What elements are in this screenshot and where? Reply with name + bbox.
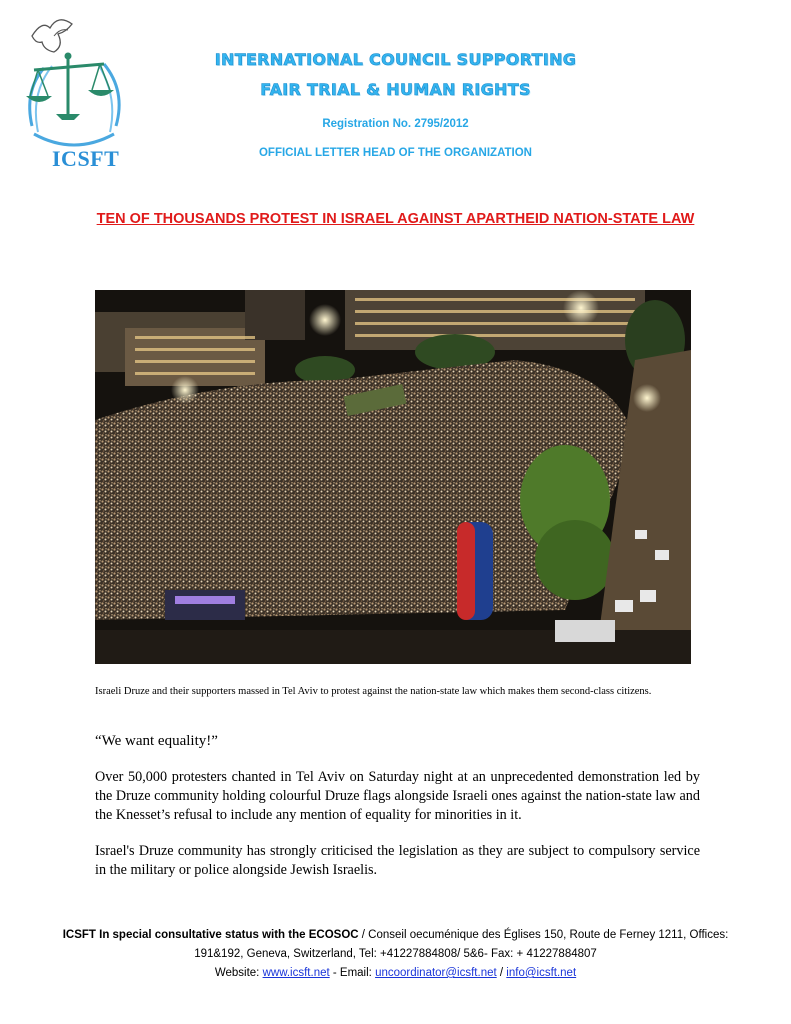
- registration-number: Registration No. 2795/2012: [322, 118, 469, 130]
- org-name-line2: FAIR TRIAL & HUMAN RIGHTS: [260, 80, 531, 99]
- article-headline: TEN OF THOUSANDS PROTEST IN ISRAEL AGAINST APARTHEID NATION-STATE LAW: [96, 211, 695, 227]
- website-label: Website:: [214, 967, 263, 979]
- letterhead-footer: [60, 926, 731, 983]
- logo-text: ICSFT: [52, 146, 120, 171]
- email-link-coordinator[interactable]: uncoordinator@icsft.net: [375, 967, 497, 979]
- email-separator: /: [496, 967, 507, 979]
- website-link[interactable]: www.icsft.net: [262, 967, 330, 979]
- footer-address: / Conseil oecuménique des Églises 150, Route de Ferney 1211, Offices: 191&192, Geneva, Switzerland, Tel: +41227884808/ 5&6- Fax: + 41227884807: [194, 929, 729, 960]
- email-label: - Email:: [329, 967, 376, 979]
- crowd-photo-illustration: [95, 290, 691, 664]
- protest-crowd-photo: [95, 290, 691, 664]
- email-link-info[interactable]: info@icsft.net: [506, 967, 577, 979]
- body-paragraph: Over 50,000 protesters chanted in Tel Aviv on Saturday night at an unprecedented demonstration led by the Druze community holding colourful Druze flags alongside Israeli ones against the nation-state law and the Knesset’s refusal to include any mention of equality for minorities in it.: [95, 769, 700, 823]
- org-name-line1: INTERNATIONAL COUNCIL SUPPORTING: [214, 50, 577, 69]
- official-letterhead-label: OFFICIAL LETTER HEAD OF THE ORGANIZATION: [258, 147, 532, 159]
- consultative-status: ICSFT In special consultative status with the ECOSOC: [62, 929, 359, 941]
- pull-quote: “We want equality!”: [95, 733, 218, 749]
- body-paragraph: Israel's Druze community has strongly criticised the legislation as they are subject to compulsory service in the military or police alongside Jewish Israelis.: [95, 843, 700, 878]
- photo-caption: Israeli Druze and their supporters massed in Tel Aviv to protest against the nation-state law which makes them second-class citizens.: [95, 686, 652, 697]
